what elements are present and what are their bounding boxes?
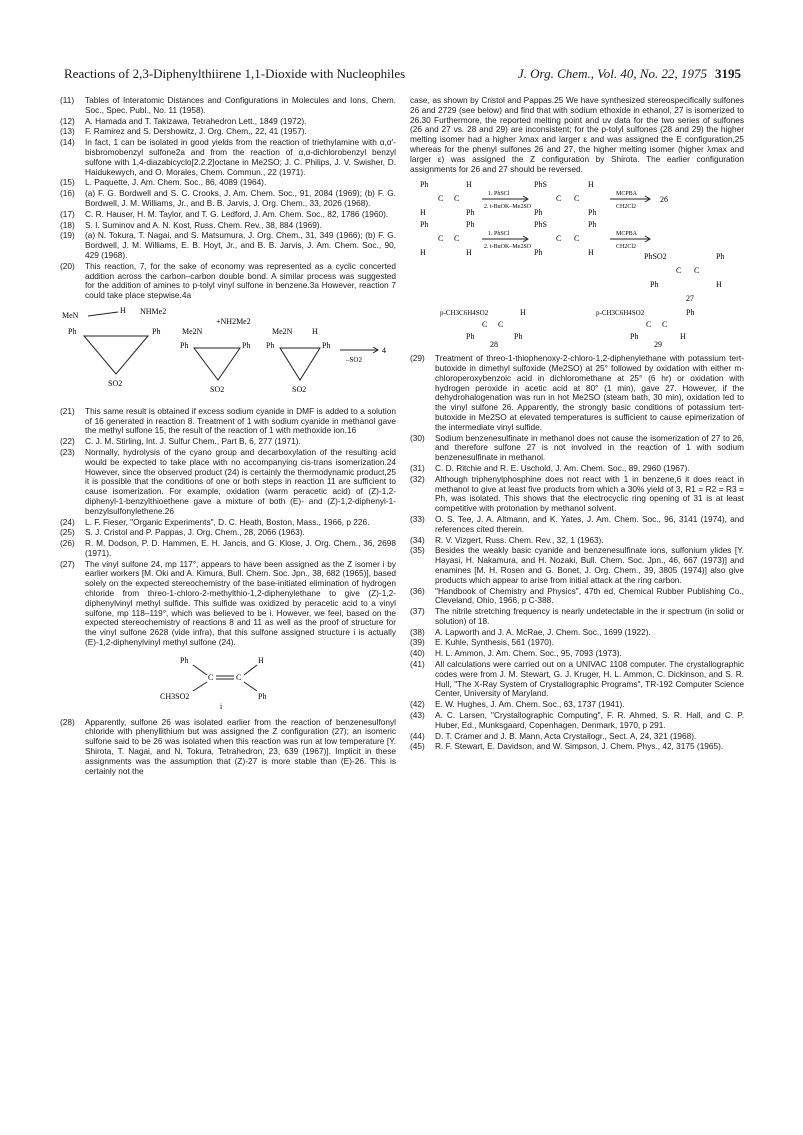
reference-item bbox=[60, 127, 396, 137]
reference-list-right bbox=[410, 354, 744, 752]
s29-h: H bbox=[680, 332, 686, 342]
r2-cond2: 2. t-BuOK–Me2SO bbox=[484, 244, 532, 251]
reference-item bbox=[60, 528, 396, 538]
s28-c1: C bbox=[482, 320, 488, 330]
reference-text: Besides the weakly basic cyanide and benzenesulfinate ions, sulfonium ylides [Y. Hayasi, H. Nakamura, and H. Nozaki, Bull. Chem. Soc. Jpn., 46, 667 (1973)] and enamines [M. H. Rosen and G. Bonet, J. Org. Chem., 39, 3805 (1974)] also give products which appear to arise from initial attack at the ring carbon. bbox=[435, 545, 744, 585]
reference-text: L. Paquette, J. Am. Chem. Soc., 86, 4089 (1964). bbox=[85, 177, 267, 188]
r2-h: H bbox=[420, 248, 426, 258]
scheme-label-h: H bbox=[120, 305, 126, 315]
thiirene-ring-1 bbox=[84, 336, 148, 374]
r1-ph3: Ph bbox=[534, 208, 543, 218]
structure-i-svg bbox=[60, 651, 396, 711]
r1-c1: C bbox=[438, 194, 444, 204]
left-column bbox=[60, 96, 396, 777]
synthesis-scheme-svg bbox=[410, 177, 744, 347]
p27-ph2: Ph bbox=[650, 280, 659, 290]
p27-c1: C bbox=[676, 266, 682, 276]
continued-paragraph: case, as shown by Cristol and Pappas.25 We have synthesized stereospecifically sulfones 26 and 2729 (see below) and find that with sodium ethoxide in ethanol, 27 is isomerized to 26.30 Furthermore, the reported melting point and uv data for the two series of sulfones (26 and 27 vs. 28 and 29) are inconsistent; for the p-tolyl sulfones (28 and 29) the higher melting isomer had a higher λmax and larger ε and was assigned the E configuration,25 whereas for the phenyl sulfones 26 and 27, the higher melting isomer (higher λmax and larger ε) was assigned the Z configuration by Shirota. The earlier configuration assignments for 26 and 27 should be reversed. bbox=[410, 95, 744, 174]
reference-number: (40) bbox=[410, 648, 425, 659]
reference-text: S. J. Cristol and P. Pappas, J. Org. Chem., 28, 2066 (1963). bbox=[85, 527, 305, 538]
reference-text: C. D. Ritchie and R. E. Uschold, J. Am. Chem. Soc., 89, 2960 (1967). bbox=[435, 462, 690, 473]
r1-cond1: 1. PhSCl bbox=[488, 191, 510, 198]
r1-ph: Ph bbox=[420, 180, 429, 190]
r2-c4: C bbox=[574, 234, 580, 244]
r1-h: H bbox=[466, 180, 472, 190]
r1-product-26: 26 bbox=[660, 195, 668, 205]
r2-c3: C bbox=[556, 234, 562, 244]
reference-number: (31) bbox=[410, 462, 425, 473]
reference-text: R. M. Dodson, P. D. Hammen, E. H. Jancis, and G. Klose, J. Org. Chem., 36, 2698 (1971). bbox=[85, 538, 396, 558]
s28-ph2: Ph bbox=[514, 332, 523, 342]
r1-ph4: Ph bbox=[588, 208, 597, 218]
reference-number: (36) bbox=[410, 585, 425, 596]
reference-text: C. J. M. Stirling, Int. J. Sulfur Chem., Part B, 6, 277 (1971). bbox=[85, 436, 301, 447]
reference-text: Sodium benzenesulfinate in methanol does not cause the isomerization of 27 to 26, and therefore sulfone 27 is not involved in the reaction of 1 with sodium benzenesulfinate in methanol. bbox=[435, 432, 744, 463]
amine-addition-scheme bbox=[60, 304, 396, 403]
reference-item bbox=[60, 718, 396, 777]
reference-number: (19) bbox=[60, 230, 75, 241]
sulfone-synthesis-scheme bbox=[410, 177, 744, 350]
reference-item bbox=[60, 210, 396, 220]
reference-text: This reaction, 7, for the sake of economy was represented as a cyclic concerted addition across the carbon–carbon double bond. A similar process was suggested for the addition of amines to p-tolyl vinyl sulfone in benzene.3a However, reaction 7 could take place stepwise.4a bbox=[85, 260, 396, 301]
s28-ph: Ph bbox=[466, 332, 475, 342]
reference-number: (44) bbox=[410, 730, 425, 741]
reference-text: L. F. Fieser, "Organic Experiments", D. C. Heath, Boston, Mass., 1966, p 226. bbox=[85, 516, 370, 527]
scheme-label-nh2me2: +NH2Me2 bbox=[216, 316, 251, 326]
r1-cond2: 2. t-BuOK–Me2SO bbox=[484, 204, 532, 211]
reference-number: (41) bbox=[410, 659, 425, 670]
reference-text: H. L. Ammon, J. Am. Chem. Soc., 95, 7093 (1973). bbox=[435, 648, 622, 659]
reference-text: D. T. Cramer and J. B. Mann, Acta Crystallogr., Sect. A, 24, 321 (1968). bbox=[435, 730, 697, 741]
reaction-arrow-1 bbox=[340, 347, 378, 353]
reference-text: "Handbook of Chemistry and Physics", 47th ed, Chemical Rubber Publishing Co., Cleveland, Ohio, 1966, p C-388. bbox=[435, 585, 744, 606]
reference-item bbox=[60, 178, 396, 188]
reference-number: (12) bbox=[60, 115, 75, 126]
i-ch3so2: CH3SO2 bbox=[160, 691, 190, 701]
reference-item bbox=[410, 649, 744, 659]
reference-number: (28) bbox=[60, 716, 75, 727]
reference-number: (11) bbox=[60, 95, 75, 105]
right-column bbox=[410, 96, 744, 753]
reference-text: This same result is obtained if excess sodium cyanide in DMF is added to a solution of 16 generated in reaction 8. Treatment of 1 with sodium cyanide in methanol gave the methyl sulfone 15, the result of the reaction of 1 with methoxide ion.16 bbox=[85, 405, 396, 436]
reference-text: Treatment of threo-1-thiophenoxy-2-chloro-1,2-diphenylethane with potassium tert-butoxide in dimethyl sulfoxide (Me2SO) at 25° followed by oxidation with either m-chloroperoxybenzoic acid in dichloromethane at 25° (6 hr) or oxidation with hydrogen peroxide in acetic acid at 80° (1 min), gave 27. However, if the dehydrohalogenation was run in hot Me2SO (steam bath, 30 min), oxidation led to the vinyl sulfone 26. Apparently, the strongly basic conditions of potassium tert-butoxide in Me2SO at elevated temperatures is sufficient to cause epimerization of the intermediate vinyl sulfide. bbox=[435, 353, 744, 432]
reference-number: (30) bbox=[410, 432, 425, 443]
scheme-label-ph4: Ph bbox=[242, 340, 251, 350]
reference-item bbox=[410, 607, 744, 627]
reference-text: (a) F. G. Bordwell and S. C. Crooks, J. Am. Chem. Soc., 91, 2084 (1969); (b) F. G. Bordwell, J. M. Williams, Jr., and B. B. Jarvis, J. Org. Chem., 33, 2026 (1968). bbox=[85, 188, 396, 208]
r2-h2: H bbox=[466, 248, 472, 258]
r2-ph3: Ph bbox=[588, 220, 597, 230]
reference-item bbox=[410, 742, 744, 752]
reference-number: (14) bbox=[60, 137, 75, 148]
reference-number: (42) bbox=[410, 699, 425, 710]
s29-c2: C bbox=[662, 320, 668, 330]
r2-c1: C bbox=[438, 234, 444, 244]
r2-ph4: Ph bbox=[534, 248, 543, 258]
s28-h: H bbox=[520, 308, 526, 318]
reference-text: In fact, 1 can be isolated in good yields from the reaction of triethylamine with α,α'-bisbromobenzyl sulfone2a and from the reaction of α,α-dichlorobenzyl benzyl sulfone with 1,4-diazabicyclo[2.2.2]octane in Me2SO; J. C. Philips, J. V. Swisher, D. Haidukewych, and O. Morales, Chem. Commun., 22 (1971). bbox=[85, 137, 396, 177]
thiirene-ring-2 bbox=[194, 348, 240, 380]
scheme-label-ph3: Ph bbox=[180, 340, 189, 350]
scheme-label-ph2: Ph bbox=[152, 326, 161, 336]
p27-h: H bbox=[716, 280, 722, 290]
reference-text: S. I. Suminov and A. N. Kost, Russ. Chem. Rev., 38, 884 (1969). bbox=[85, 219, 322, 230]
reference-number: (25) bbox=[60, 527, 75, 538]
reference-text: E. W. Hughes, J. Am. Chem. Soc., 63, 1737 (1941). bbox=[435, 699, 625, 710]
r2-ph: Ph bbox=[420, 220, 429, 230]
reference-number: (29) bbox=[410, 353, 425, 364]
reference-item bbox=[410, 515, 744, 535]
r1-phs: PhS bbox=[534, 180, 547, 190]
r2-h3: H bbox=[588, 248, 594, 258]
r2-cond1: 1. PhSCl bbox=[488, 231, 510, 238]
reference-number: (33) bbox=[410, 513, 425, 524]
reference-item bbox=[60, 448, 396, 517]
reference-list-a bbox=[60, 96, 396, 301]
reference-number: (23) bbox=[60, 446, 75, 457]
scheme-so2-1: SO2 bbox=[108, 378, 123, 388]
reference-item bbox=[410, 475, 744, 514]
s29-tol: p-CH3C6H4SO2 bbox=[596, 309, 645, 318]
reference-item bbox=[410, 434, 744, 463]
reference-text: Apparently, sulfone 26 was isolated earlier from the reaction of benzenesulfonyl chloride with phenyllithium but was assigned the Z configuration (27); an isomeric sulfone said to be 26 was isolated when this reaction was run at low temperature [Y. Shirota, T. Nagai, and N. Tokura, Tetrahedron, 23, 639 (1967)]. Implicit in these assignments was the assumption that (Z)-27 is more stable than (E)-26. This is certainly not the bbox=[85, 716, 396, 776]
reference-number: (38) bbox=[410, 626, 425, 637]
reference-number: (22) bbox=[60, 436, 75, 447]
reference-item bbox=[60, 231, 396, 260]
reference-text: R. V. Vizgert, Russ. Chem. Rev., 32, 1 (1963). bbox=[435, 534, 604, 545]
s28-label: 28 bbox=[490, 340, 498, 348]
scheme-product-4: 4 bbox=[382, 345, 386, 355]
scheme-so2-2: SO2 bbox=[210, 384, 225, 394]
sulfone-i-structure bbox=[60, 651, 396, 714]
reference-item bbox=[410, 464, 744, 474]
r1-ox2: CH2Cl2 bbox=[616, 204, 637, 211]
reference-list-b bbox=[60, 407, 396, 648]
reference-number: (13) bbox=[60, 126, 75, 137]
s29-label: 29 bbox=[654, 340, 662, 348]
r1-c3: C bbox=[556, 194, 562, 204]
r2-ph2: Ph bbox=[466, 220, 475, 230]
reference-text: O. S. Tee, J. A. Altmann, and K. Yates, J. Am. Chem. Soc., 96, 3141 (1974), and references cited therein. bbox=[435, 513, 744, 534]
reference-number: (16) bbox=[60, 188, 75, 199]
p27-c2: C bbox=[694, 266, 700, 276]
reference-text: A. C. Larsen, "Crystallographic Computing", F. R. Ahmed, S. R. Hall, and C. P. Huber, Ed., Munksgaard, Copenhagen, Denmark, 1970, p 291. bbox=[435, 710, 744, 730]
r1-ox1: MCPBA bbox=[616, 191, 638, 198]
reference-text: F. Ramirez and S. Dershowitz, J. Org. Chem., 22, 41 (1957). bbox=[85, 126, 307, 137]
scheme-label-h2: H bbox=[312, 326, 318, 336]
s29-ph2: Ph bbox=[630, 332, 639, 342]
reference-number: (35) bbox=[410, 545, 425, 556]
r2-phs: PhS bbox=[534, 220, 547, 230]
scheme-svg bbox=[60, 304, 396, 400]
reference-item bbox=[60, 262, 396, 301]
reference-item bbox=[60, 407, 396, 436]
i-c1: C bbox=[208, 672, 214, 682]
p27-label: 27 bbox=[686, 294, 694, 304]
reference-text: A. Hamada and T. Takizawa, Tetrahedron Lett., 1849 (1972). bbox=[85, 115, 307, 126]
i-h: H bbox=[258, 655, 264, 665]
reference-item bbox=[60, 539, 396, 559]
scheme-label-ph1: Ph bbox=[68, 326, 77, 336]
s29-ph: Ph bbox=[686, 308, 695, 318]
r2-ox2: CH2Cl2 bbox=[616, 244, 637, 251]
reference-item bbox=[60, 138, 396, 177]
reference-number: (18) bbox=[60, 219, 75, 230]
reference-item bbox=[410, 354, 744, 432]
r1-c4: C bbox=[574, 194, 580, 204]
reference-text: The vinyl sulfone 24, mp 117°, appears to have been assigned as the Z isomer i by earlier workers [M. Oki and A. Kimura, Bull. Chem. Soc. Jpn., 38, 682 (1965)], based solely on the expected stereochemistry of the base-initiated elimination of hydrogen chloride from threo-1-chloro-2-methylthio-1,2-diphenylethane to give (Z)-1,2-diphenylvinyl methyl sulfide. This sulfide was oxidized by peracetic acid to a vinyl sulfone, mp 118–119°, which was believed to be i. However, we feel, based on the expected stereochemistry of reactions 8 and 11 as well as the proof of structure for the vinyl sulfone 2628 (vide infra), that this sulfone assigned structure i is actually (E)-1,2-diphenylvinyl methyl sulfone (24). bbox=[85, 558, 396, 648]
reference-text: Tables of Interatomic Distances and Configurations in Molecules and Ions, Chem. Soc., Spec. Publ., No. 11 (1958). bbox=[85, 95, 396, 115]
reference-number: (15) bbox=[60, 177, 75, 188]
reference-number: (37) bbox=[410, 606, 425, 617]
reference-item bbox=[410, 700, 744, 710]
reference-item bbox=[60, 518, 396, 528]
scheme-so2-3: SO2 bbox=[292, 384, 307, 394]
scheme-label-ph6: Ph bbox=[322, 340, 331, 350]
reference-number: (39) bbox=[410, 637, 425, 648]
reference-text: E. Kuhle, Synthesis, 561 (1970). bbox=[435, 637, 554, 648]
r1-ph2: Ph bbox=[466, 208, 475, 218]
i-label: i bbox=[220, 701, 223, 711]
reference-number: (45) bbox=[410, 741, 425, 752]
i-ph-bottom: Ph bbox=[258, 691, 267, 701]
reference-number: (32) bbox=[410, 473, 425, 484]
reference-item bbox=[410, 638, 744, 648]
scheme-arrow-label: –SO2 bbox=[346, 355, 362, 364]
thiirene-ring-3 bbox=[280, 348, 320, 380]
reference-item bbox=[410, 628, 744, 638]
reference-item bbox=[410, 660, 744, 699]
reference-text: A. Lapworth and J. A. McRae, J. Chem. Soc., 1699 (1922). bbox=[435, 626, 651, 637]
reference-list-c bbox=[60, 718, 396, 777]
reference-item bbox=[60, 96, 396, 116]
reference-text: The nitrile stretching frequency is nearly undetectable in the ir spectrum (in solid or solution) of 18. bbox=[435, 606, 744, 626]
reference-number: (20) bbox=[60, 260, 75, 271]
p27-phso2: PhSO2 bbox=[644, 252, 667, 262]
reference-item bbox=[60, 221, 396, 231]
r1-h2: H bbox=[420, 208, 426, 218]
reference-item bbox=[60, 437, 396, 447]
reference-number: (43) bbox=[410, 710, 425, 721]
reference-text: C. R. Hauser, H. M. Taylor, and T. G. Ledford, J. Am. Chem. Soc., 82, 1786 (1960). bbox=[85, 208, 389, 219]
reference-item bbox=[410, 587, 744, 607]
reference-number: (27) bbox=[60, 558, 75, 569]
r2-c2: C bbox=[454, 234, 460, 244]
running-title: Reactions of 2,3-Diphenylthiirene 1,1-Dioxide with Nucleophiles bbox=[64, 66, 406, 81]
reference-item bbox=[60, 117, 396, 127]
r1-c2: C bbox=[454, 194, 460, 204]
s28-tol: p-CH3C6H4SO2 bbox=[440, 309, 489, 318]
reference-text: (a) N. Tokura, T. Nagai, and S. Matsumura, J. Org. Chem., 31, 349 (1966); (b) F. G. Bordwell, J. M. Williams, E. B. Hoyt, Jr., and B. B. Jarvis, J. Am. Chem. Soc., 90, 429 (1968). bbox=[85, 230, 396, 260]
reference-item bbox=[60, 189, 396, 209]
i-ph-top: Ph bbox=[180, 655, 189, 665]
s28-c2: C bbox=[498, 320, 504, 330]
page-number: 3195 bbox=[715, 66, 741, 81]
reference-item bbox=[410, 536, 744, 546]
scheme-label-me2n-a: Me2N bbox=[182, 326, 203, 336]
reference-item bbox=[60, 560, 396, 648]
reference-text: Normally, hydrolysis of the cyano group and decarboxylation of the resulting acid would be expected to take place with no accompanying cis-trans isomerization.24 However, since the observed product (24) is certainly the thermodynamic product,25 it is possible that the conditions of one or both steps in reaction 11 are sufficient to cause isomerization. For example, oxidation (warm peracetic acid) of (Z)-1,2-diphenyl-1-benzylthioethene gave a mixture of both (E)- and (Z)-1,2-diphenyl-1-benzylsulfonylethene.26 bbox=[85, 446, 396, 516]
scheme-label-nhme2: NHMe2 bbox=[140, 306, 167, 316]
r1-h3: H bbox=[588, 180, 594, 190]
reference-text: All calculations were carried out on a UNIVAC 1108 computer. The crystallographic codes were from J. M. Stewart, G. J. Kruger, H. L. Ammon, C. Dickinson, and S. R. Hull, "The X-Ray System of Crystallographic Programs", TR-192 Computer Science Center, University of Maryland. bbox=[435, 659, 744, 699]
reference-item bbox=[410, 711, 744, 731]
scheme-label-men: MeN bbox=[62, 310, 79, 320]
reference-number: (21) bbox=[60, 405, 75, 416]
scheme-label-ph5: Ph bbox=[266, 340, 275, 350]
reference-number: (26) bbox=[60, 538, 75, 549]
journal-citation bbox=[518, 66, 741, 82]
reference-text: Although triphenylphosphine does not react with 1 in benzene,6 it does react in methanol to give at least five products from which a 30% yield of 3, R1 = R2 = R3 = Ph, was isolated. This shows that the electrocyclic ring opening of 31 is at least competitive with protonation by methanol solvent. bbox=[435, 473, 744, 514]
journal-name: J. Org. Chem., Vol. 40, No. 22, 1975 bbox=[517, 66, 707, 81]
reference-number: (24) bbox=[60, 516, 75, 527]
i-bonds bbox=[193, 665, 257, 691]
h-bond-line bbox=[88, 312, 118, 316]
p27-ph: Ph bbox=[716, 252, 725, 262]
i-c2: C bbox=[236, 672, 242, 682]
r2-ox1: MCPBA bbox=[616, 231, 638, 238]
scheme-label-me2n-b: Me2N bbox=[272, 326, 293, 336]
reference-number: (17) bbox=[60, 208, 75, 219]
reference-item bbox=[410, 546, 744, 585]
reference-item bbox=[410, 732, 744, 742]
reference-number: (34) bbox=[410, 534, 425, 545]
reference-text: R. F. Stewart, E. Davidson, and W. Simpson, J. Chem. Phys., 42, 3175 (1965). bbox=[435, 741, 724, 752]
s29-c1: C bbox=[646, 320, 652, 330]
